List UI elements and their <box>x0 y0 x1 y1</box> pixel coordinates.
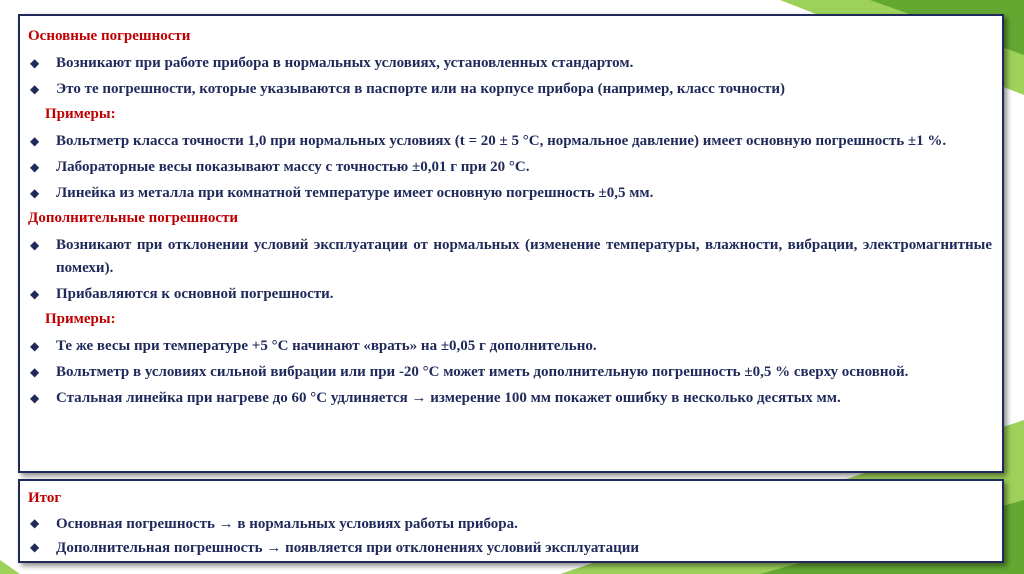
bullet-icon: ◆ <box>30 365 40 379</box>
summary-panel <box>18 479 1004 563</box>
examples-label-additional: Примеры: <box>45 311 116 327</box>
additional-errors-list <box>28 234 992 306</box>
basic-examples-list <box>28 130 992 205</box>
bullet-icon: ◆ <box>30 160 40 174</box>
main-content-panel <box>18 14 1004 473</box>
list-item: ◆ Возникают при отклонении условий эксплуатации от нормальных (изменение температуры, влажности, вибрации, электромагнитные помехи). <box>28 234 992 280</box>
list-item: ◆ Линейка из металла при комнатной температуре имеет основную погрешность ±0,5 мм. <box>28 182 992 205</box>
heading-additional-errors: Дополнительные погрешности <box>28 210 239 226</box>
additional-examples-list <box>28 335 992 410</box>
bullet-icon: ◆ <box>30 516 40 530</box>
bullet-icon: ◆ <box>30 82 40 96</box>
list-item: ◆ Возникают при работе прибора в нормальных условиях, установленных стандартом. <box>28 52 992 75</box>
bullet-icon: ◆ <box>30 56 40 70</box>
bullet-icon: ◆ <box>30 391 40 405</box>
list-item: ◆ Основная погрешность → в нормальных условиях работы прибора. <box>28 512 992 536</box>
list-item: ◆ Вольтметр в условиях сильной вибрации или при -20 °C может иметь дополнительную погрешность ±0,5 % сверху основной. <box>28 361 992 384</box>
examples-label-basic: Примеры: <box>45 106 116 122</box>
basic-errors-list <box>28 52 992 101</box>
list-item: ◆ Те же весы при температуре +5 °C начинают «врать» на ±0,05 г дополнительно. <box>28 335 992 358</box>
list-item: ◆ Вольтметр класса точности 1,0 при нормальных условиях (t = 20 ± 5 °C, нормальное давление) имеет основную погрешность ±1 %. <box>28 130 992 153</box>
list-item: ◆ Дополнительная погрешность → появляется при отклонениях условий эксплуатации <box>28 536 992 560</box>
bullet-icon: ◆ <box>30 287 40 301</box>
summary-list <box>28 512 992 560</box>
bullet-icon: ◆ <box>30 134 40 148</box>
green-accent-shape-left <box>0 560 20 574</box>
bullet-icon: ◆ <box>30 186 40 200</box>
list-item: ◆ Стальная линейка при нагреве до 60 °C удлиняется → измерение 100 мм покажет ошибку в несколько десятых мм. <box>28 387 992 410</box>
bullet-icon: ◆ <box>30 540 40 554</box>
bullet-icon: ◆ <box>30 339 40 353</box>
list-item: ◆ Лабораторные весы показывают массу с точностью ±0,01 г при 20 °C. <box>28 156 992 179</box>
list-item: ◆ Это те погрешности, которые указываются в паспорте или на корпусе прибора (например, класс точности) <box>28 78 992 101</box>
bullet-icon: ◆ <box>30 238 40 252</box>
list-item: ◆ Прибавляются к основной погрешности. <box>28 283 992 306</box>
heading-summary: Итог <box>28 490 62 506</box>
heading-basic-errors: Основные погрешности <box>28 28 191 44</box>
